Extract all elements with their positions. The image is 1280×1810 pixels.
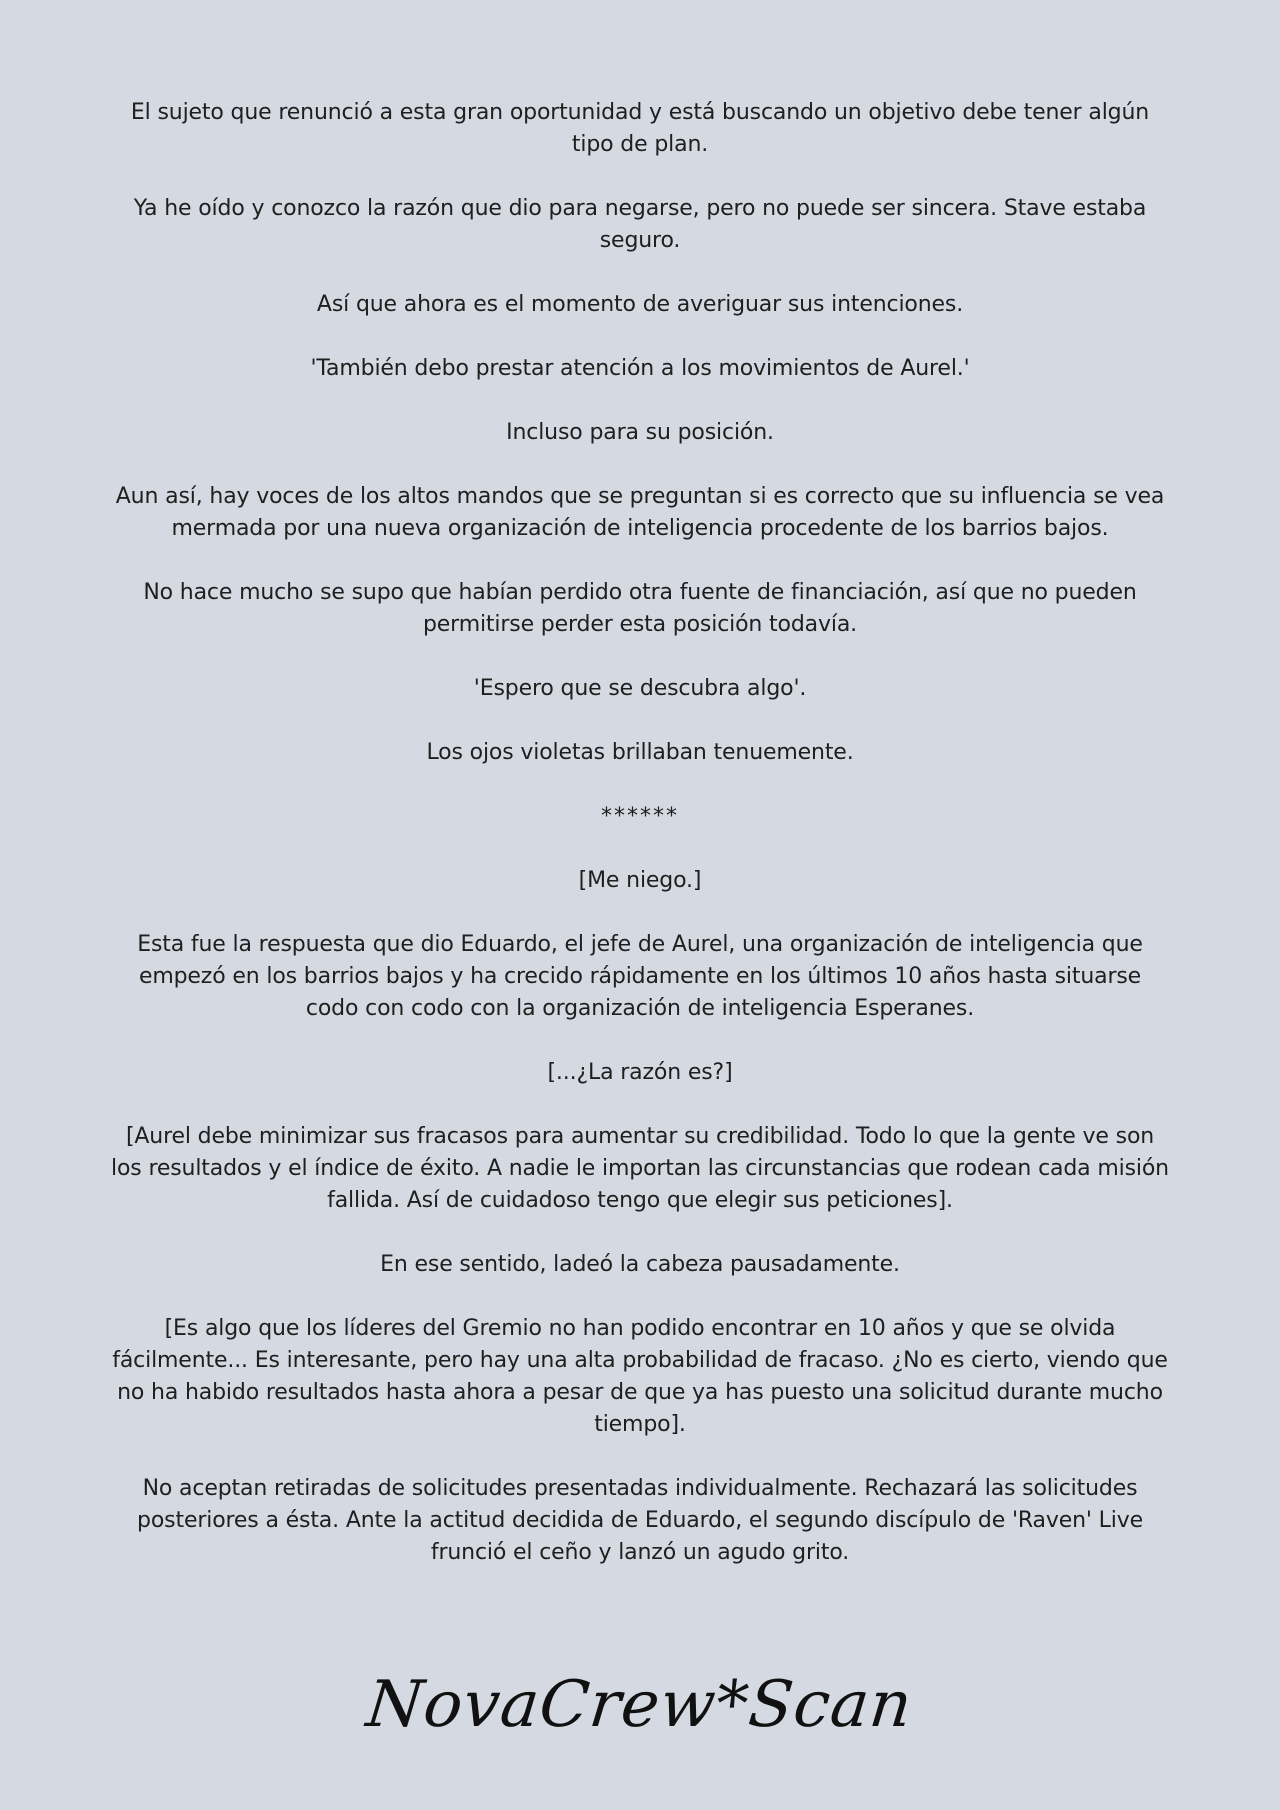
story-text <box>100 97 1180 1601</box>
paragraph: Incluso para su posición. <box>506 420 774 445</box>
paragraph: Los ojos violetas brillaban tenuemente. <box>426 740 854 765</box>
paragraph: Aun así, hay voces de los altos mandos que se preguntan si es correcto que su influencia se vea mermada por una nueva organización de inteligencia procedente de los barrios bajos. <box>115 484 1165 541</box>
paragraph: Esta fue la respuesta que dio Eduardo, el jefe de Aurel, una organización de inteligencia que empezó en los barrios bajos y ha crecido rápidamente en los últimos 10 años hasta situarse codo con codo con la organización de inteligencia Esperanes. <box>137 932 1143 1021</box>
signature-area <box>0 1660 1280 1780</box>
paragraph: [Aurel debe minimizar sus fracasos para aumentar su credibilidad. Todo lo que la gente ve son los resultados y el índice de éxito. A nadie le importan las circunstancias que rodean cada misión fallida. Así de cuidadoso tengo que elegir sus peticiones]. <box>111 1124 1169 1213</box>
paragraph: [Me niego.] <box>578 868 702 893</box>
paragraph: El sujeto que renunció a esta gran oportunidad y está buscando un objetivo debe tener algún tipo de plan. <box>130 100 1150 157</box>
scene-separator: ****** <box>601 804 679 829</box>
scanlation-signature: NovaCrew*Scan <box>363 1668 917 1742</box>
paragraph: 'Espero que se descubra algo'. <box>473 676 807 701</box>
paragraph: En ese sentido, ladeó la cabeza pausadamente. <box>380 1252 900 1277</box>
paragraph: Así que ahora es el momento de averiguar sus intenciones. <box>316 292 964 317</box>
paragraph: Ya he oído y conozco la razón que dio para negarse, pero no puede ser sincera. Stave estaba seguro. <box>133 196 1147 253</box>
paragraph: [...¿La razón es?] <box>547 1060 733 1085</box>
paragraph: 'También debo prestar atención a los movimientos de Aurel.' <box>310 356 970 381</box>
paragraph: [Es algo que los líderes del Gremio no han podido encontrar en 10 años y que se olvida fácilmente... Es interesante, pero hay una alta probabilidad de fracaso. ¿No es cierto, viendo que no ha habido resultados hasta ahora a pesar de que ya has puesto una solicitud durante mucho tiempo]. <box>112 1316 1168 1437</box>
paragraph: No aceptan retiradas de solicitudes presentadas individualmente. Rechazará las solicitudes posteriores a ésta. Ante la actitud decidida de Eduardo, el segundo discípulo de 'Raven' Live frunció el ceño y lanzó un agudo grito. <box>137 1476 1143 1565</box>
paragraph: No hace mucho se supo que habían perdido otra fuente de financiación, así que no pueden permitirse perder esta posición todavía. <box>143 580 1137 637</box>
